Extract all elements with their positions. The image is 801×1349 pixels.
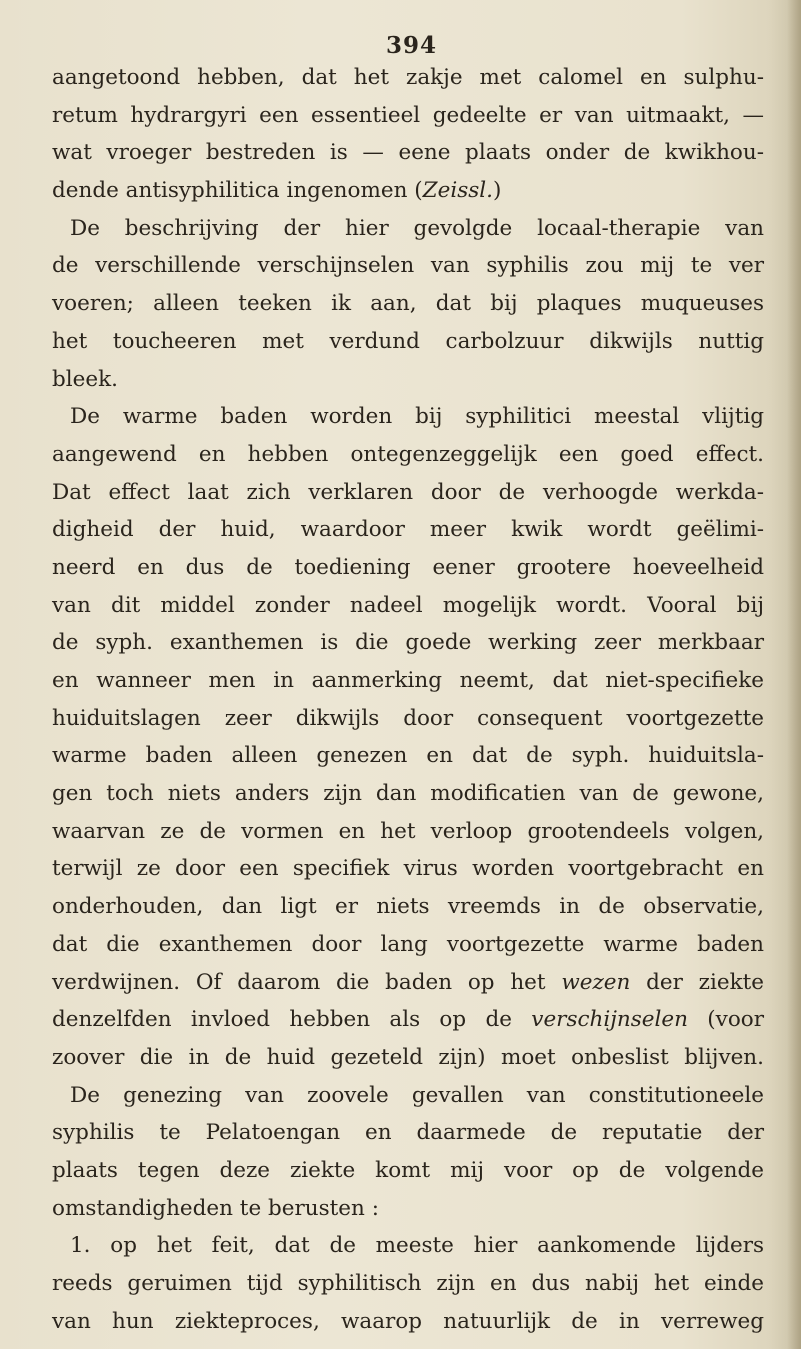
text-line: waarvan ze de vormen en het verloop grootendeels volgen, [52,818,764,844]
paragraph-start-line: De warme baden worden bij syphilitici meestal vlijtig [70,404,764,430]
text-line: verdwijnen. Of daarom die baden op het wezen der ziekte [52,969,764,995]
text-line: van dit middel zonder nadeel mogelijk wordt. Vooral bij [52,592,764,618]
page-number: 394 [386,32,438,59]
page-edge-shadow [787,0,801,1349]
text-line: terwijl ze door een specifiek virus worden voortgebracht en [52,856,764,882]
text-line: van hun ziekteproces, waarop natuurlijk de in verreweg [52,1308,764,1334]
paragraph-start-line: De beschrijving der hier gevolgde locaal-therapie van [70,215,764,241]
text-line: neerd en dus de toediening eener grootere hoeveelheid [52,554,764,580]
text-line: dat die exanthemen door lang voortgezette warme baden [52,931,764,957]
text-line: bleek. [52,366,118,392]
text-line: het toucheeren met verdund carbolzuur dikwijls nuttig [52,328,764,354]
body-text [52,59,764,1340]
text-line: aangewend en hebben ontegenzeggelijk een goed effect. [52,441,764,467]
text-line: aangetoond hebben, dat het zakje met calomel en sulphu- [52,65,764,90]
paragraph-start-line: De genezing van zoovele gevallen van constitutioneele [70,1082,764,1108]
text-line: reeds geruimen tijd syphilitisch zijn en dus nabij het einde [52,1271,764,1296]
text-line: en wanneer men in aanmerking neemt, dat niet-specifieke [52,668,764,693]
italic-fragment: verschijnselen [531,1007,688,1033]
text-line: Dat effect laat zich verklaren door de verhoogde werkda- [52,479,764,505]
text-line: onderhouden, dan ligt er niets vreemds in de observatie, [52,894,764,920]
text-line: wat vroeger bestreden is — eene plaats onder de kwikhou- [52,140,764,166]
text-line: syphilis te Pelatoengan en daarmede de reputatie der [52,1120,764,1146]
italic-fragment: Zeissl. [422,178,493,204]
text-line: warme baden alleen genezen en dat de syph. huiduitsla- [52,743,764,769]
text-line: plaats tegen deze ziekte komt mij voor op de volgende [52,1157,764,1183]
italic-fragment: wezen [561,969,631,995]
text-line: omstandigheden te berusten : [52,1195,379,1221]
list-item-line: 1. op het feit, dat de meeste hier aankomende lijders [70,1233,764,1259]
text-line: de syph. exanthemen is die goede werking zeer merkbaar [52,630,764,656]
text-line: voeren; alleen teeken ik aan, dat bij plaques muqueuses [52,291,764,317]
text-line: huiduitslagen zeer dikwijls door consequent voortgezette [52,705,764,731]
text-line: dende antisyphilitica ingenomen (Zeissl.) [52,178,502,204]
text-line: digheid der huid, waardoor meer kwik wordt geëlimi- [52,517,764,543]
text-line: de verschillende verschijnselen van syphilis zou mij te ver [52,253,764,279]
text-line: denzelfden invloed hebben als op de verschijnselen (voor [52,1007,764,1033]
text-line: retum hydrargyri een essentieel gedeelte er van uitmaakt, — [52,102,764,128]
text-line: gen toch niets anders zijn dan modificatien van de gewone, [52,781,764,807]
text-line: zoover die in de huid gezeteld zijn) moet onbeslist blijven. [52,1044,764,1070]
